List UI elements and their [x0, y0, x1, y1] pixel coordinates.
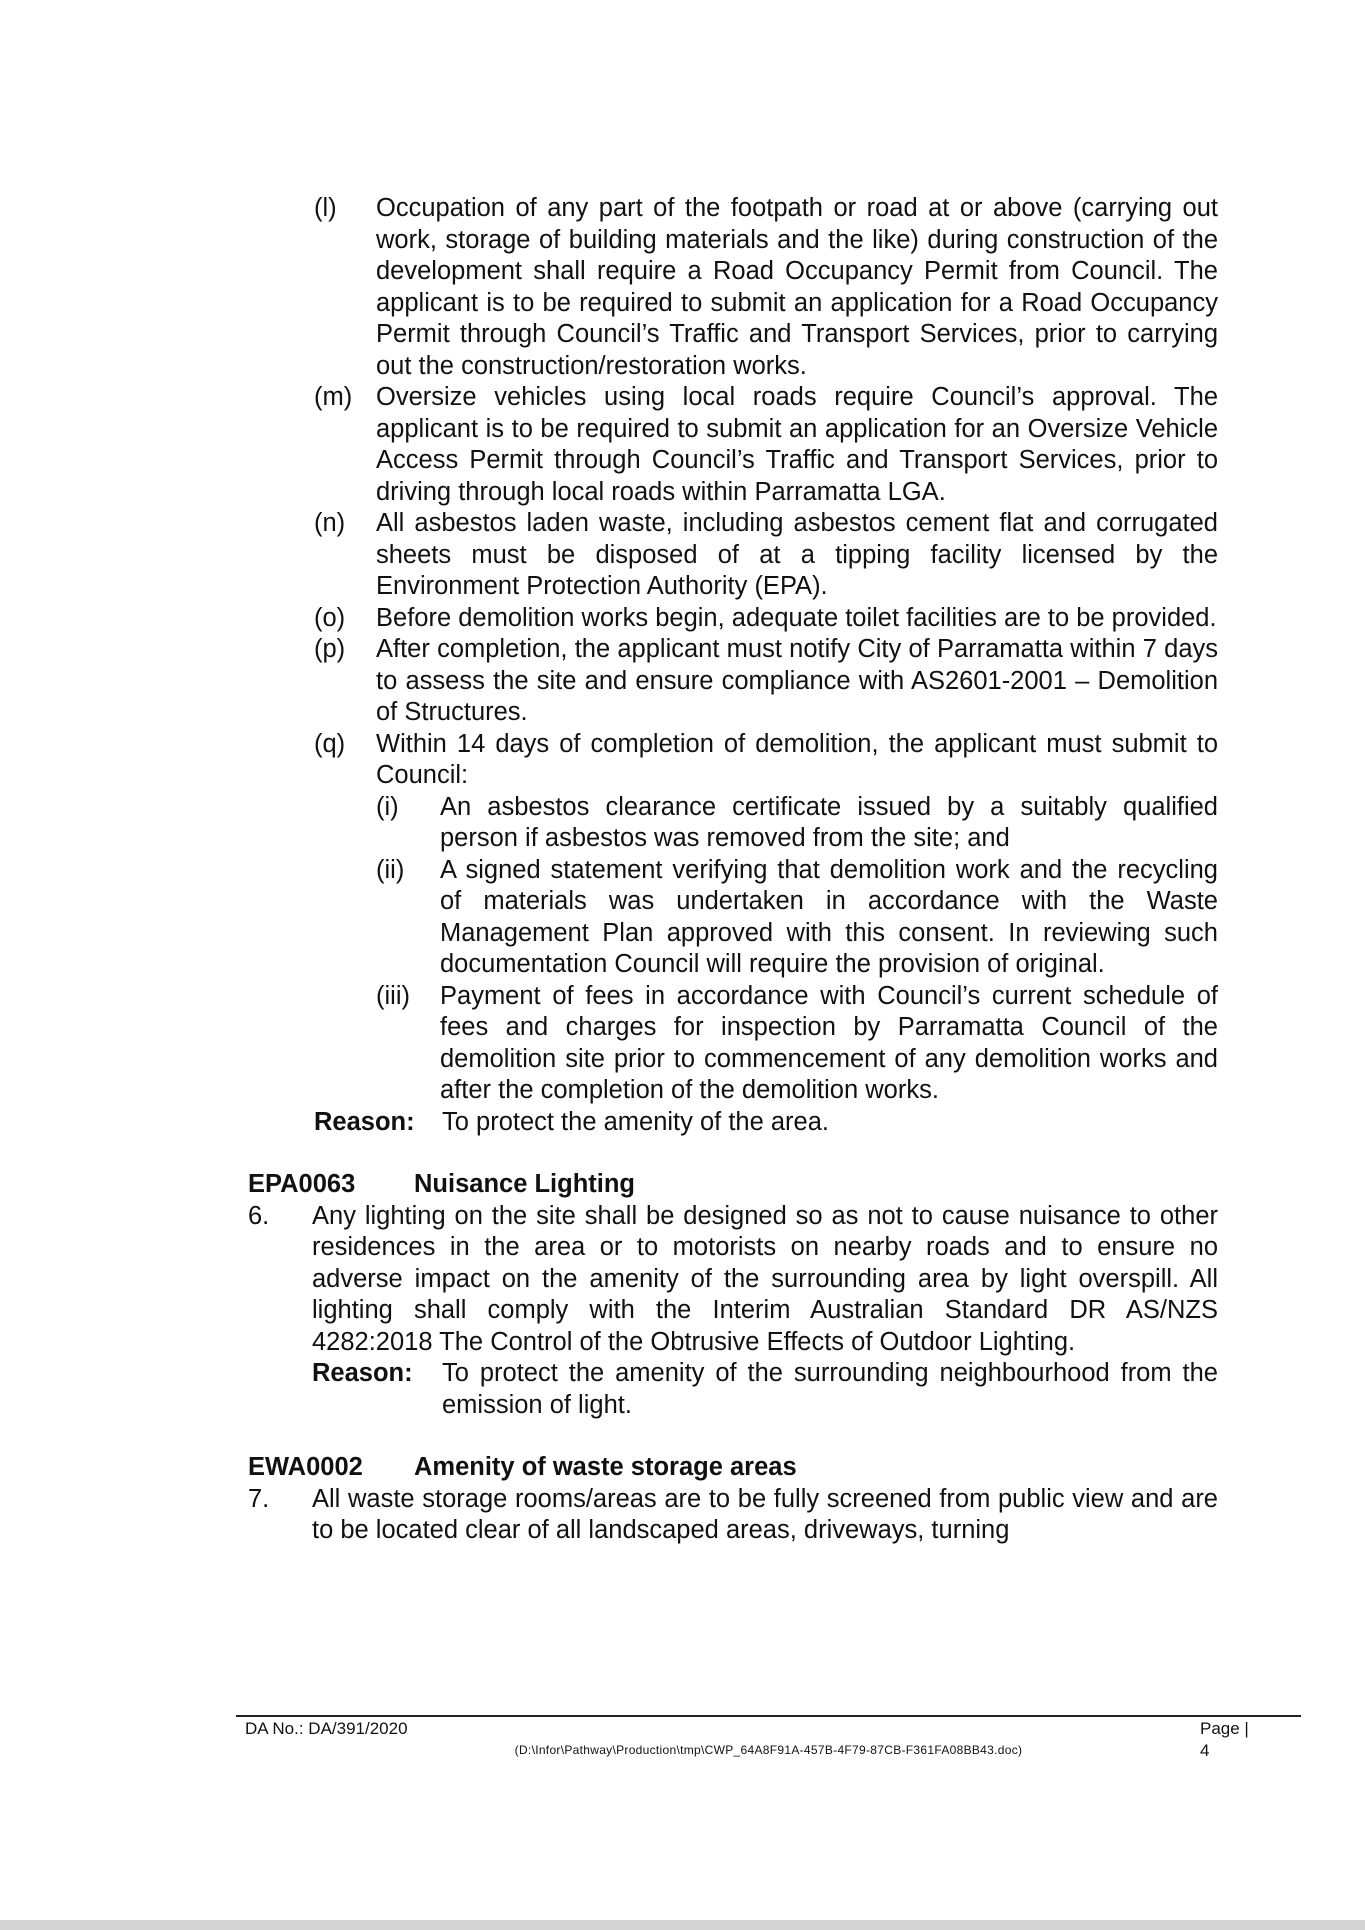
sub-list-item [376, 855, 1218, 981]
condition-number: 7. [248, 1484, 270, 1513]
footer-page-number: Page | 4 [1200, 1719, 1249, 1760]
item-marker: (q) [314, 729, 346, 758]
document-body [248, 193, 1218, 1547]
condition-number: 6. [248, 1201, 270, 1230]
list-item [248, 729, 1218, 1107]
condition-heading [248, 1452, 1218, 1484]
sub-list-item [376, 981, 1218, 1107]
item-text: Occupation of any part of the footpath or road at or above (carrying out work, storage of building materials and the like) during construction of the development shall require a Road Occupancy Permit from Council. The applicant is to be required to submit an application for a Road Occupancy Permit through Council’s Traffic and Transport Services, prior to carrying out the construction/restoration works. [376, 194, 1218, 380]
reason-label: Reason: [312, 1359, 413, 1387]
list-item [248, 634, 1218, 729]
list-item [248, 603, 1218, 635]
reason-label: Reason: [314, 1107, 415, 1136]
item-marker: (n) [314, 509, 346, 537]
item-text: Before demolition works begin, adequate toilet facilities are to be provided. [376, 603, 1217, 632]
list-item [248, 508, 1218, 603]
list-item [248, 193, 1218, 382]
sub-item-text: A signed statement verifying that demolition work and the recycling of materials was undertaken in accordance with the Waste Management Plan approved with this consent. In reviewing such documentation Council will require the provision of original. [440, 855, 1218, 978]
footer-da-number: DA No.: DA/391/2020 [245, 1719, 408, 1738]
page-bottom-edge [0, 1920, 1365, 1930]
sub-item-marker: (ii) [376, 855, 405, 884]
item-text: All asbestos laden waste, including asbestos cement flat and corrugated sheets must be disposed of at a tipping facility licensed by the Environment Protection Authority (EPA). [376, 509, 1218, 600]
list-item [248, 382, 1218, 508]
sub-list-item [376, 792, 1218, 855]
sub-item-text: Payment of fees in accordance with Council’s current schedule of fees and charges for inspection by Parramatta Council of the demolition site prior to commencement of any demolition works and after the completion of the demolition works. [440, 981, 1218, 1104]
condition-heading [248, 1169, 1218, 1201]
condition-title: Amenity of waste storage areas [414, 1453, 797, 1481]
condition-code: EPA0063 [248, 1170, 356, 1198]
item-marker: (o) [314, 603, 346, 632]
footer-divider [236, 1715, 1301, 1717]
condition-code: EWA0002 [248, 1453, 363, 1481]
sub-item-marker: (i) [376, 792, 399, 821]
item-marker: (l) [314, 194, 337, 222]
sub-item-marker: (iii) [376, 981, 410, 1010]
numbered-condition [248, 1201, 1218, 1359]
condition-text: Any lighting on the site shall be designed so as not to cause nuisance to other residences in the area or to motorists on nearby roads and to ensure no adverse impact on the amenity of the surrounding area by light overspill. All lighting shall comply with the Interim Australian Standard DR AS/NZS 4282:2018 The Control of the Obtrusive Effects of Outdoor Lighting. [312, 1201, 1218, 1356]
footer-file-path: (D:\Infor\Pathway\Production\tmp\CWP_64A8F91A-457B-4F79-87CB-F361FA08BB43.doc) [514, 1743, 1023, 1757]
reason-row [248, 1107, 1218, 1139]
reason-text: To protect the amenity of the area. [442, 1107, 829, 1136]
condition-text: All waste storage rooms/areas are to be fully screened from public view and are to be located clear of all landscaped areas, driveways, turning [312, 1484, 1218, 1544]
item-marker: (m) [314, 383, 353, 411]
item-text: Oversize vehicles using local roads require Council’s approval. The applicant is to be required to submit an application for an Oversize Vehicle Access Permit through Council’s Traffic and Transport Services, prior to driving through local roads within Parramatta LGA. [376, 383, 1218, 506]
reason-text: To protect the amenity of the surrounding neighbourhood from the emission of light. [442, 1359, 1218, 1419]
reason-row [248, 1358, 1218, 1421]
condition-title: Nuisance Lighting [414, 1170, 636, 1198]
item-text: Within 14 days of completion of demolition, the applicant must submit to Council: [376, 729, 1218, 789]
sub-item-text: An asbestos clearance certificate issued by a suitably qualified person if asbestos was removed from the site; and [440, 792, 1218, 852]
numbered-condition [248, 1484, 1218, 1547]
item-text: After completion, the applicant must notify City of Parramatta within 7 days to assess the site and ensure compliance with AS2601-2001 – Demolition of Structures. [376, 635, 1218, 726]
item-marker: (p) [314, 635, 346, 663]
